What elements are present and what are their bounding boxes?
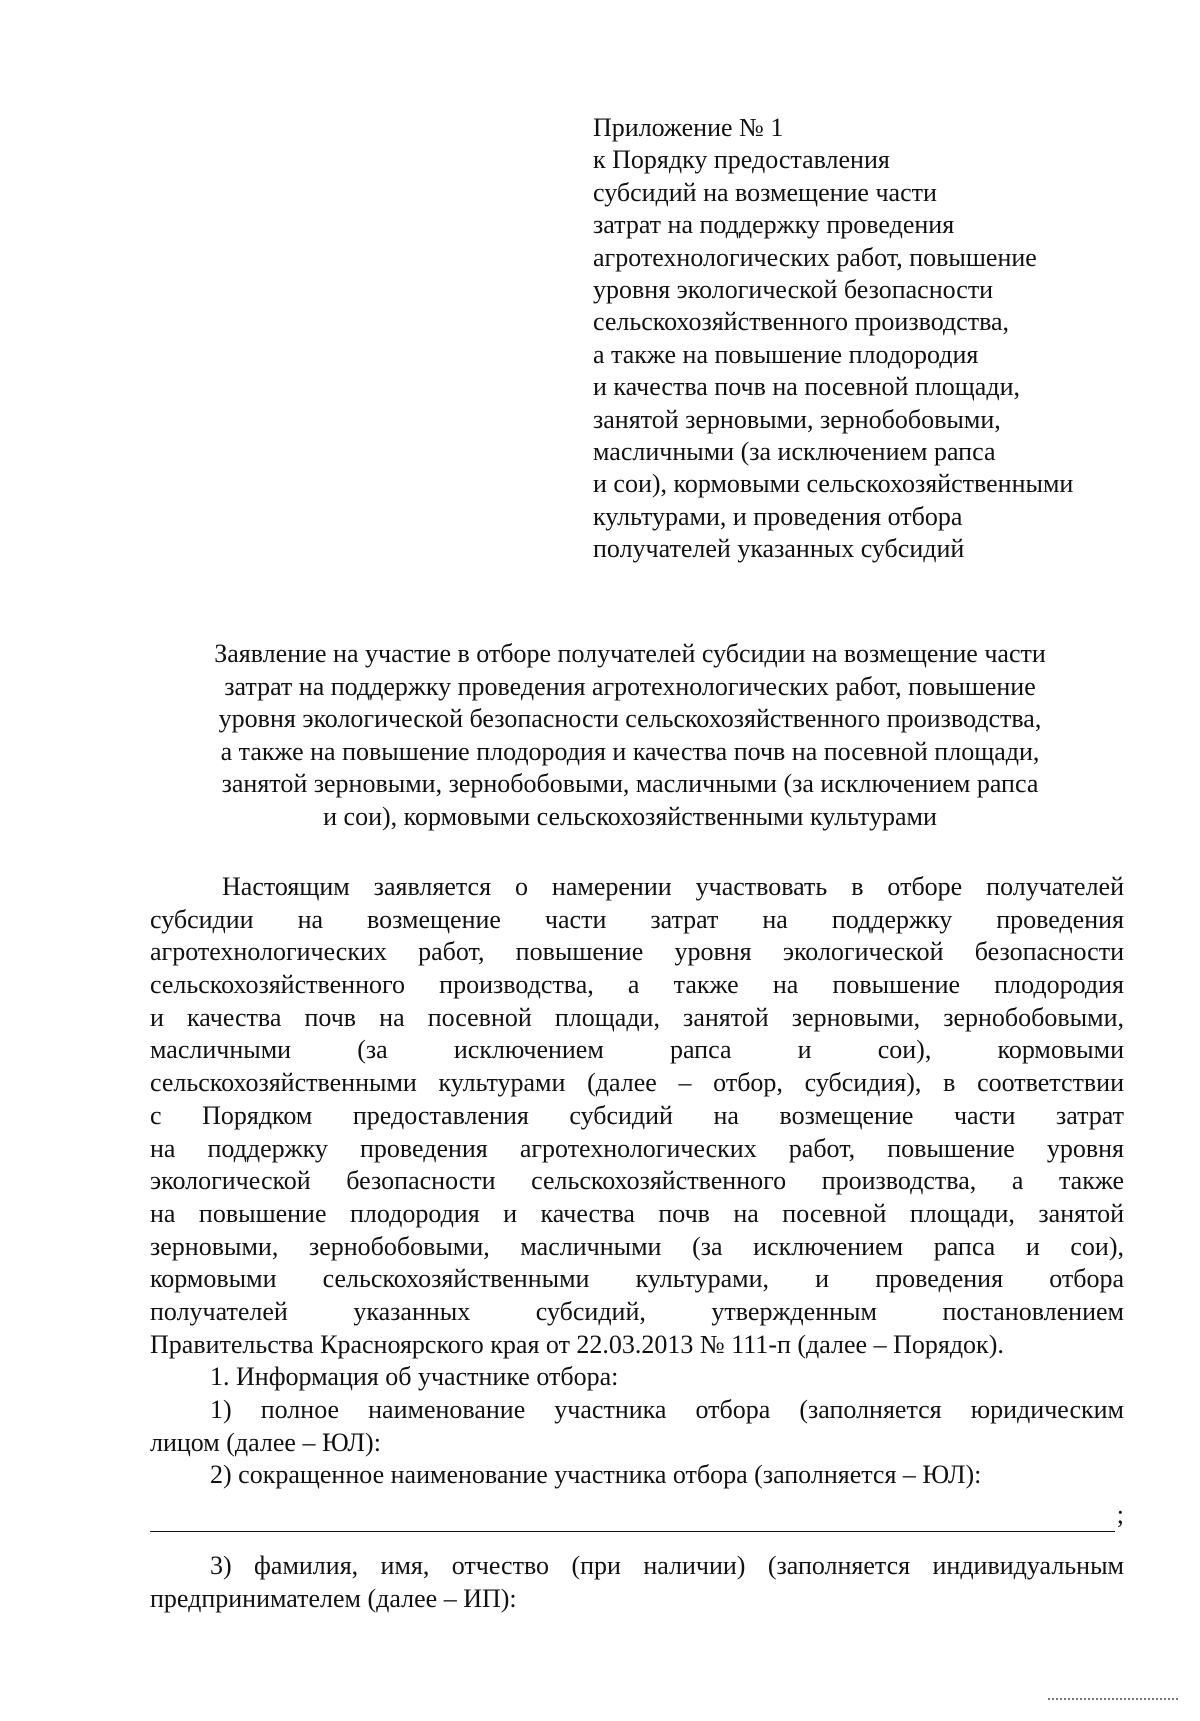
appendix-line: затрат на поддержку проведения — [593, 210, 955, 240]
appendix-line: агротехнологических работ, повышение — [593, 242, 1037, 272]
paragraph-line: Настоящим заявляется о намерении участвовать в отборе получателей — [222, 872, 1124, 901]
appendix-line: получателей указанных субсидий — [593, 534, 965, 564]
item-full-name-label-cont: лицом (далее – ЮЛ): — [150, 1427, 381, 1457]
paragraph-line: на поддержку проведения агротехнологических работ, повышение уровня — [150, 1133, 1124, 1163]
paragraph-line: зерновыми, зернобобовыми, масличными (за исключением рапса и сои), — [150, 1231, 1124, 1261]
paragraph-line: сельскохозяйственными культурами (далее – отбор, субсидия), в соответствии — [150, 1068, 1124, 1098]
appendix-line: к Порядку предоставления — [593, 145, 890, 175]
title-line: затрат на поддержку проведения агротехнологических работ, повышение — [224, 671, 1036, 701]
title-line: и сои), кормовыми сельскохозяйственными культурами — [323, 801, 937, 831]
paragraph-line: и качества почв на посевной площади, занятой зерновыми, зернобобовыми, — [150, 1002, 1124, 1032]
paragraph-line: экологической безопасности сельскохозяйственного производства, а также — [150, 1166, 1124, 1196]
appendix-line: занятой зерновыми, зернобобовыми, — [593, 404, 1001, 434]
paragraph-line: сельскохозяйственного производства, а также на повышение плодородия — [150, 970, 1124, 1000]
paragraph-line: агротехнологических работ, повышение уровня экологической безопасности — [150, 937, 1124, 967]
intro-paragraph — [150, 871, 1124, 1361]
item-short-name-label: 2) сокращенное наименование участника отбора (заполняется – ЮЛ): — [210, 1460, 982, 1490]
appendix-line: масличными (за исключением рапса — [593, 437, 996, 467]
section-heading: 1. Информация об участнике отбора: — [210, 1362, 619, 1392]
paragraph-line: кормовыми сельскохозяйственными культурами, и проведения отбора — [150, 1264, 1124, 1294]
appendix-line: и сои), кормовыми сельскохозяйственными — [593, 469, 1074, 499]
title-line: а также на повышение плодородия и качества почв на посевной площади, — [220, 736, 1040, 766]
appendix-line: культурами, и проведения отбора — [593, 501, 963, 531]
paragraph-line: масличными (за исключением рапса и сои), кормовыми — [150, 1035, 1124, 1065]
blank-semicolon: ; — [1116, 1500, 1124, 1530]
paragraph-line: с Порядком предоставления субсидий на возмещение части затрат — [150, 1100, 1124, 1130]
appendix-header — [593, 112, 1153, 566]
paragraph-line: Правительства Красноярского края от 22.03.2013 № 111-п (далее – Порядок). — [150, 1329, 1004, 1359]
short-name-field[interactable] — [150, 1492, 1124, 1532]
item-fio-label-cont: предпринимателем (далее – ИП): — [150, 1583, 517, 1613]
paragraph-line: получателей указанных субсидий, утвержденным постановлением — [150, 1296, 1124, 1326]
item-full-name-label: 1) полное наименование участника отбора (заполняется юридическим — [210, 1395, 1124, 1424]
appendix-line: субсидий на возмещение части — [593, 177, 937, 207]
document-title — [150, 638, 1110, 834]
appendix-line: а также на повышение плодородия — [593, 339, 979, 369]
item-fio-label: 3) фамилия, имя, отчество (при наличии) (заполняется индивидуальным — [210, 1551, 1124, 1581]
appendix-line: сельскохозяйственного производства, — [593, 307, 1010, 337]
appendix-line: и качества почв на посевной площади, — [593, 372, 1020, 402]
body-text — [150, 871, 1124, 1615]
title-line: уровня экологической безопасности сельскохозяйственного производства, — [218, 704, 1042, 734]
title-line: Заявление на участие в отборе получателей субсидии на возмещение части — [214, 639, 1046, 668]
paragraph-line: на повышение плодородия и качества почв на посевной площади, занятой — [150, 1198, 1124, 1228]
paragraph-line: субсидии на возмещение части затрат на поддержку проведения — [150, 904, 1124, 934]
appendix-line: уровня экологической безопасности — [593, 275, 994, 305]
appendix-line: Приложение № 1 — [593, 113, 784, 142]
title-line: занятой зерновыми, зернобобовыми, масличными (за исключением рапса — [221, 769, 1039, 799]
short-name-blank-line[interactable] — [150, 1503, 1115, 1532]
scan-artifact — [1048, 1698, 1178, 1705]
